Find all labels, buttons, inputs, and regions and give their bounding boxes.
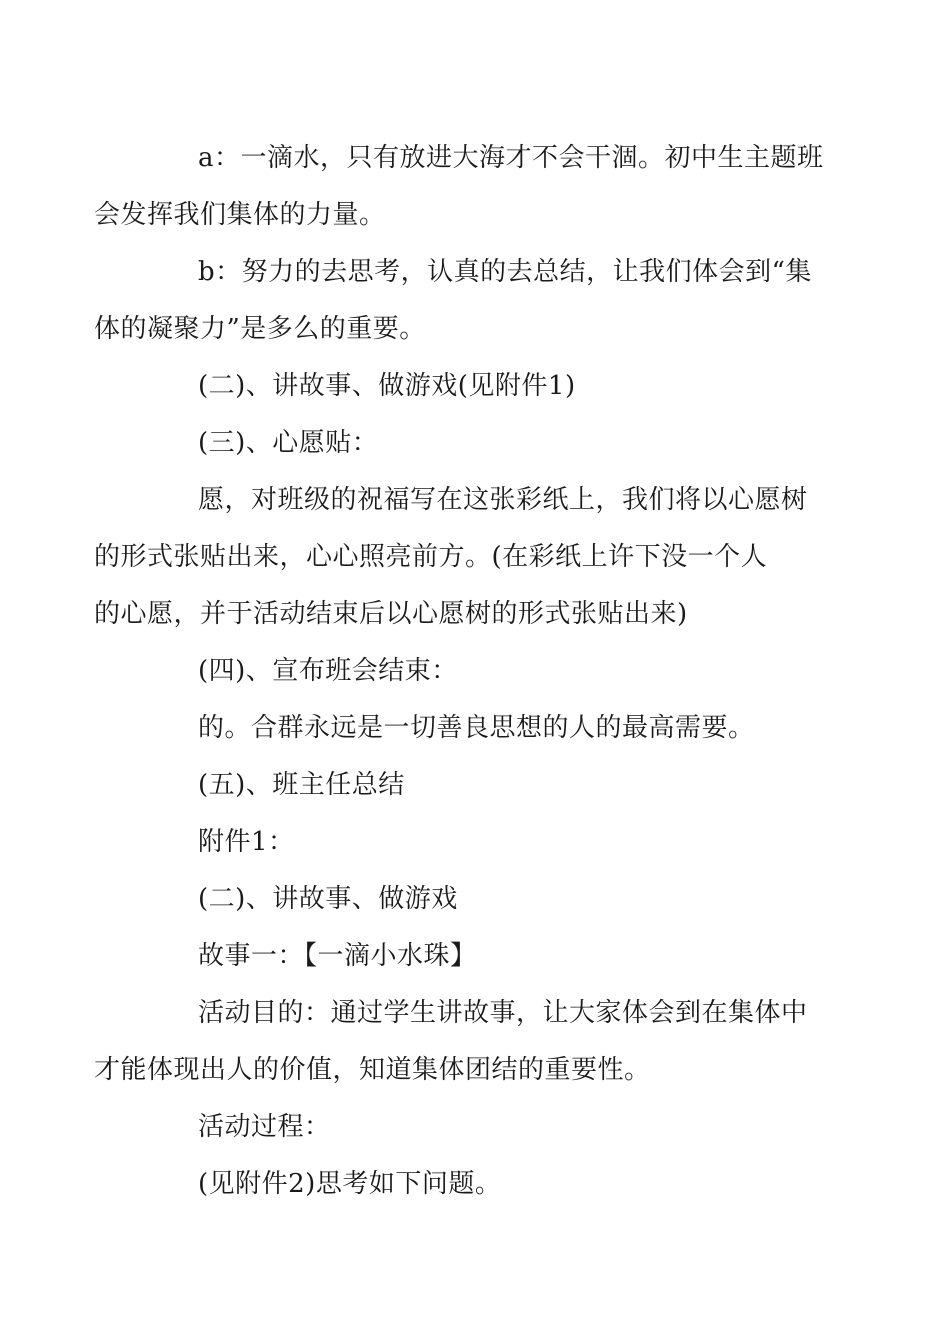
- section-heading-4: [146, 643, 806, 700]
- text-line: (五)、班主任总结: [198, 770, 405, 800]
- document-body: [94, 130, 824, 1213]
- text-line: 的心愿，并于活动结束后以心愿树的形式张贴出来): [94, 599, 688, 629]
- text-line: 愿，对班级的祝福写在这张彩纸上，我们将以心愿树: [198, 485, 808, 515]
- paragraph-b: [94, 244, 812, 358]
- text-line: 会发挥我们集体的力量。: [94, 200, 386, 230]
- text-line: 附件1：: [198, 827, 295, 857]
- text-line: 活动目的：通过学生讲故事，让大家体会到在集体中: [198, 998, 808, 1028]
- text-line: (二)、讲故事、做游戏: [198, 884, 458, 914]
- section-heading-3: [146, 415, 806, 472]
- attachment-heading: [146, 814, 806, 871]
- paragraph-a: [94, 130, 824, 244]
- text-line: 才能体现出人的价值，知道集体团结的重要性。: [94, 1055, 651, 1085]
- paragraph-conclusion: [146, 700, 806, 757]
- text-line: (二)、讲故事、做游戏(见附件1): [198, 371, 576, 401]
- text-line: (三)、心愿贴：: [198, 428, 379, 458]
- story-title: [146, 928, 806, 985]
- activity-purpose: [94, 985, 808, 1099]
- activity-process-heading: [146, 1099, 806, 1156]
- text-line: b：努力的去思考，认真的去总结，让我们体会到“集: [198, 257, 812, 287]
- activity-process-text: [146, 1156, 806, 1213]
- text-line: (见附件2)思考如下问题。: [198, 1169, 502, 1199]
- text-line: 的。合群永远是一切善良思想的人的最高需要。: [198, 713, 755, 743]
- paragraph-wish: [94, 472, 808, 643]
- text-line: a：一滴水，只有放进大海才不会干涸。初中生主题班: [198, 143, 824, 173]
- section-heading-5: [146, 757, 806, 814]
- text-line: 的形式张贴出来，心心照亮前方。(在彩纸上许下没一个人: [94, 542, 768, 572]
- text-line: 活动过程：: [198, 1112, 331, 1142]
- text-line: (四)、宣布班会结束：: [198, 656, 458, 686]
- text-line: 故事一：【一滴小水珠】: [198, 941, 477, 971]
- attachment-section-heading: [146, 871, 806, 928]
- text-line: 体的凝聚力”是多么的重要。: [94, 314, 426, 344]
- section-heading-2: [146, 358, 806, 415]
